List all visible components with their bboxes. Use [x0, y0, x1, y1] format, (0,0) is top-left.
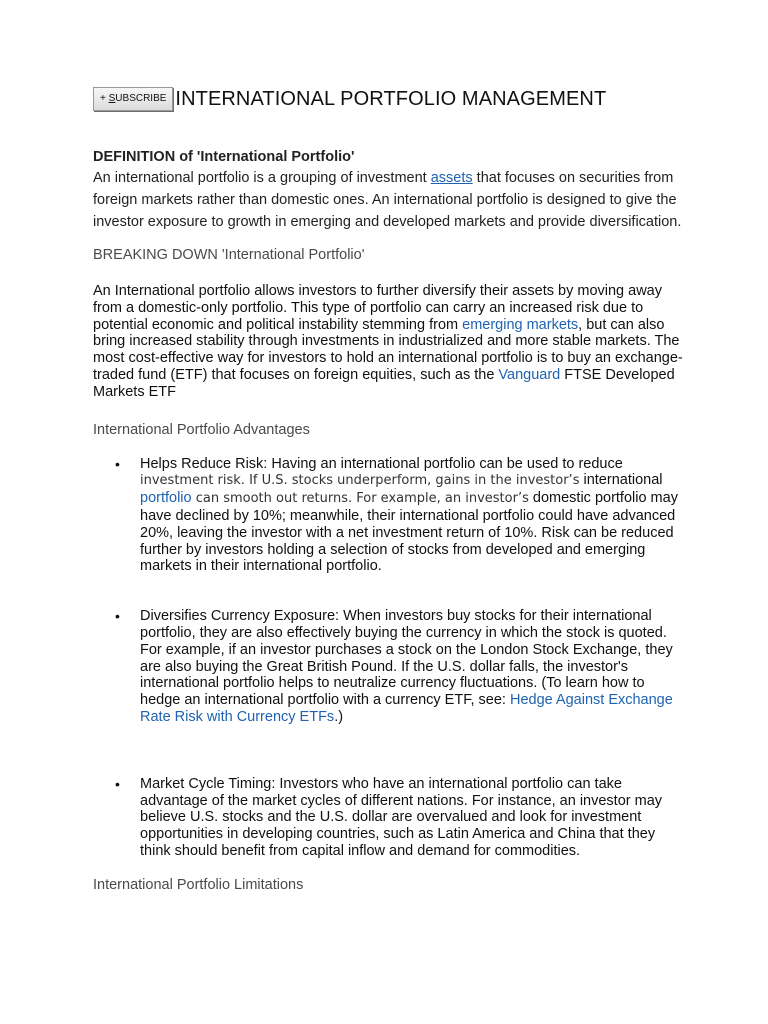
definition-paragraph: An international portfolio is a grouping of investment assets that focuses on securities from foreign markets rather than domestic ones. An international portfolio is designed to give the investor exposure to growth in emerging and developed markets and provide diversification.	[93, 170, 682, 230]
breaking-down-heading: BREAKING DOWN 'International Portfolio'	[93, 247, 365, 263]
bullet-icon: •	[115, 775, 120, 792]
advantages-heading: International Portfolio Advantages	[93, 421, 310, 438]
vanguard-link[interactable]: Vanguard	[498, 366, 561, 383]
document-page	[93, 86, 683, 893]
subscribe-prefix: +	[100, 93, 109, 104]
bullet-icon: •	[115, 608, 120, 625]
subscribe-button[interactable]	[93, 87, 173, 111]
breaking-down-paragraph: An International portfolio allows investors to further diversify their assets by moving away from a domestic-only portfolio. This type of portfolio can carry an increased risk due to potential economic and political instability stemming from emerging markets, but can also bring increased stability through investments in industrialized and more stable markets. The most cost-effective way for investors to hold an international portfolio is to buy an exchange-traded fund (ETF) that focuses on foreign equities, such as the Vanguard FTSE Developed Markets ETF	[93, 283, 683, 400]
list-item: • Diversifies Currency Exposure: When investors buy stocks for their international portfolio, they are also effectively buying the currency in which the stock is quoted. For example, if an investor purchases a stock on the London Stock Exchange, they are also buying the Great British Pound. If the U.S. dollar falls, the investor's international portfolio helps to neutralize currency fluctuations. (To learn how to hedge an international portfolio with a currency ETF, see: Hedge Against Exchange Rate Risk with Currency ETFs.)	[115, 608, 673, 725]
portfolio-link[interactable]: portfolio	[140, 490, 192, 507]
title-row	[93, 86, 683, 112]
list-item: • Market Cycle Timing: Investors who have an international portfolio can take advantage of the market cycles of different nations. For instance, an investor may believe U.S. stocks and the U.S. dollar are overvalued and look for investment opportunities in developing countries, such as Latin America and China that they think should benefit from capital inflow and demand for commodities.	[115, 775, 663, 859]
bullet-icon: •	[115, 455, 120, 472]
limitations-heading: International Portfolio Limitations	[93, 876, 304, 893]
subscribe-label-rest: UBSCRIBE	[115, 93, 167, 104]
page-title: INTERNATIONAL PORTFOLIO MANAGEMENT	[175, 87, 607, 110]
advantages-list	[93, 456, 683, 860]
assets-link[interactable]: assets	[430, 170, 473, 186]
subscribe-underlined-letter: S	[108, 93, 116, 104]
definition-heading: DEFINITION of 'International Portfolio'	[93, 149, 355, 165]
hedge-currency-etfs-link[interactable]: Hedge Against Exchange Rate Risk with Currency ETFs	[140, 692, 673, 725]
list-item: • Helps Reduce Risk: Having an international portfolio can be used to reduce investment risk. If U.S. stocks underperform, gains in the investor’s international portfolio can smooth out returns. For example, an investor’s domestic portfolio may have declined by 10%; meanwhile, their international portfolio could have advanced 20%, leaving the investor with a net investment return of 10%. Risk can be reduced further by investors holding a selection of stocks from developed and emerging markets in their international portfolio.	[115, 455, 678, 575]
emerging-markets-link[interactable]: emerging markets	[462, 316, 579, 333]
